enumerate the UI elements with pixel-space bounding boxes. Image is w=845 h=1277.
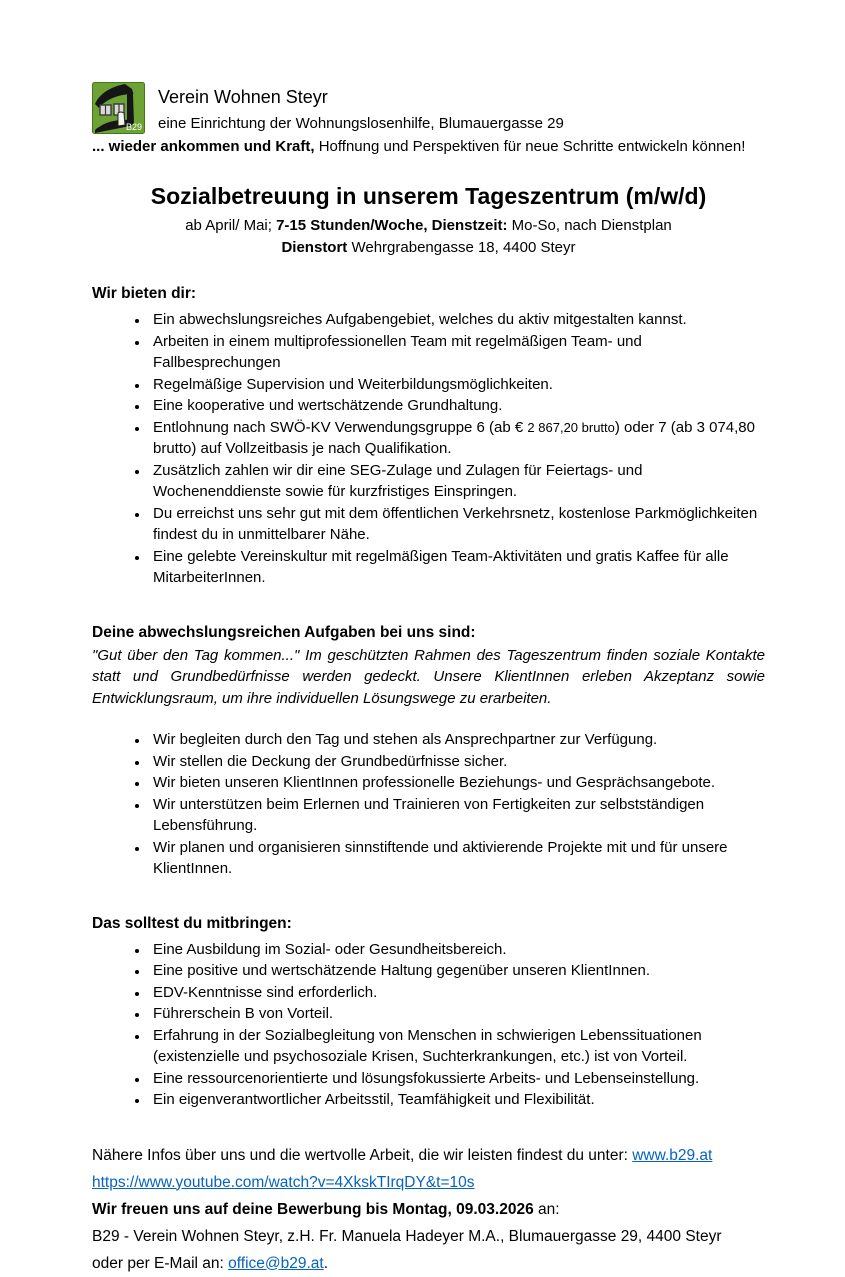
logo-b29-text: B29 — [125, 122, 143, 132]
deadline-text: Wir freuen uns auf deine Bewerbung bis Montag, 09.03.2026 — [92, 1200, 534, 1218]
bullet-item: • Du erreichst uns sehr gut mit dem öffentlichen Verkehrsnetz, kostenlose Parkmöglichkeiten findest du in unmittelbarer Nähe. — [149, 503, 765, 546]
bullet-item: • Wir begleiten durch den Tag und stehen als Ansprechpartner zur Verfügung. — [149, 729, 765, 751]
meta1-pre: ab April/ Mai; — [185, 217, 277, 234]
bullet-item: • Arbeiten in einem multiprofessionellen Team mit regelmäßigen Team- und Fallbesprechungen — [149, 331, 765, 374]
bullet-text-segment: 2 867,20 brutto — [527, 419, 615, 435]
email-line — [92, 1250, 765, 1277]
deadline-suffix: an: — [533, 1200, 560, 1218]
we-offer-list — [92, 309, 765, 589]
meta1-post: Mo-So, nach Dienstplan — [507, 217, 672, 234]
bullet-item: • Wir bieten unseren KlientInnen professionelle Beziehungs- und Gesprächsangebote. — [149, 772, 765, 794]
section-tasks — [92, 623, 765, 880]
bullet-item: • Ein abwechslungsreiches Aufgabengebiet, welches du aktiv mitgestalten kannst. — [149, 309, 765, 331]
bullet-item: • Eine ressourcenorientierte und lösungsfokussierte Arbeits- und Lebenseinstellung. — [149, 1068, 765, 1090]
letterhead — [92, 82, 765, 157]
section-requirements — [92, 914, 765, 1111]
bullet-item: • EDV-Kenntnisse sind erforderlich. — [149, 982, 765, 1004]
b29-house-logo-icon — [92, 82, 145, 134]
meta1-hours-dienstzeit: 7-15 Stunden/Woche, Dienstzeit: — [276, 217, 508, 234]
meta2-dienstort-label: Dienstort — [281, 239, 348, 256]
bullet-text-segment: ) oder 7 (ab 3 074,80 brutto) auf Vollzeitbasis je nach Qualifikation. — [153, 418, 755, 457]
info-line — [92, 1142, 765, 1169]
job-title-block — [92, 182, 765, 259]
website-link[interactable]: www.b29.at — [632, 1146, 713, 1164]
bullet-item: • Eine kooperative und wertschätzende Grundhaltung. — [149, 395, 765, 417]
bullet-item: • Eine gelebte Vereinskultur mit regelmäßigen Team-Aktivitäten und gratis Kaffee für alle MitarbeiterInnen. — [149, 546, 765, 589]
bullet-item: • Wir stellen die Deckung der Grundbedürfnisse sicher. — [149, 751, 765, 773]
bullet-item: • Führerschein B von Vorteil. — [149, 1003, 765, 1025]
requirements-list — [92, 939, 765, 1111]
email-link[interactable]: office@b29.at — [228, 1254, 324, 1272]
bullet-item: • Eine positive und wertschätzende Haltung gegenüber unseren KlientInnen. — [149, 960, 765, 982]
bullet-item: • Wir unterstützen beim Erlernen und Trainieren von Fertigkeiten zur selbstständigen Lebensführung. — [149, 794, 765, 837]
org-subtitle: eine Einrichtung der Wohnungslosenhilfe, Blumauergasse 29 — [158, 115, 564, 132]
job-title: Sozialbetreuung in unserem Tageszentrum (m/w/d) — [150, 183, 707, 209]
bullet-item — [149, 417, 765, 460]
bullet-item: • Erfahrung in der Sozialbegleitung von Menschen in schwierigen Lebenssituationen (existenzielle und psychosoziale Krisen, Suchterkrankungen, etc.) ist von Vorteil. — [149, 1025, 765, 1068]
letterhead-text — [158, 82, 564, 134]
tagline-lead: ... wieder ankommen und Kraft, — [92, 138, 315, 155]
application-deadline-line — [92, 1196, 765, 1223]
job-meta-line-2 — [92, 237, 765, 259]
bullet-item: • Wir planen und organisieren sinnstiftende und aktivierende Projekte mit und für unsere KlientInnen. — [149, 837, 765, 880]
letterhead-row — [92, 82, 765, 134]
meta2-address: Wehrgrabengasse 18, 4400 Steyr — [347, 239, 576, 256]
section-heading-requirements: Das solltest du mitbringen: — [92, 914, 292, 932]
tasks-list — [92, 729, 765, 880]
tagline-rest: Hoffnung und Perspektiven für neue Schritte entwickeln können! — [314, 138, 746, 155]
youtube-link[interactable]: https://www.youtube.com/watch?v=4XkskTIrqDY&t=10s — [92, 1173, 475, 1191]
org-name: Verein Wohnen Steyr — [158, 87, 328, 107]
email-suffix: . — [323, 1254, 329, 1272]
section-heading-tasks: Deine abwechslungsreichen Aufgaben bei uns sind: — [92, 623, 476, 641]
org-tagline — [92, 137, 765, 157]
bullet-text-segment: Entlohnung nach SWÖ-KV Verwendungsgruppe 6 (ab € — [153, 418, 528, 436]
job-meta-line-1 — [92, 215, 765, 237]
bullet-item: • Eine Ausbildung im Sozial- oder Gesundheitsbereich. — [149, 939, 765, 961]
email-pre-text: oder per E-Mail an: — [92, 1254, 229, 1272]
bullet-item: • Ein eigenverantwortlicher Arbeitsstil, Teamfähigkeit und Flexibilität. — [149, 1089, 765, 1111]
bullet-item: • Zusätzlich zahlen wir dir eine SEG-Zulage und Zulagen für Feiertags- und Wochenenddienste sowie für kurzfristiges Einspringen. — [149, 460, 765, 503]
tasks-intro-paragraph: "Gut über den Tag kommen..." Im geschützten Rahmen des Tageszentrum finden soziale Kontakte statt und Grundbedürfnisse werden gedeckt. Unsere KlientInnen erleben Akzeptanz sowie Entwicklungsraum, um ihre individuellen Lösungswege zu erarbeiten. — [92, 646, 765, 707]
info-text: Nähere Infos über uns und die wertvolle Arbeit, die wir leisten findest du unter: — [92, 1146, 633, 1164]
bullet-item: • Regelmäßige Supervision und Weiterbildungsmöglichkeiten. — [149, 374, 765, 396]
contact-footer — [92, 1142, 765, 1277]
postal-address-line: B29 - Verein Wohnen Steyr, z.H. Fr. Manuela Hadeyer M.A., Blumauergasse 29, 4400 Steyr — [92, 1227, 722, 1245]
section-we-offer — [92, 284, 765, 589]
youtube-line — [92, 1169, 765, 1196]
section-heading-we-offer: Wir bieten dir: — [92, 285, 197, 302]
